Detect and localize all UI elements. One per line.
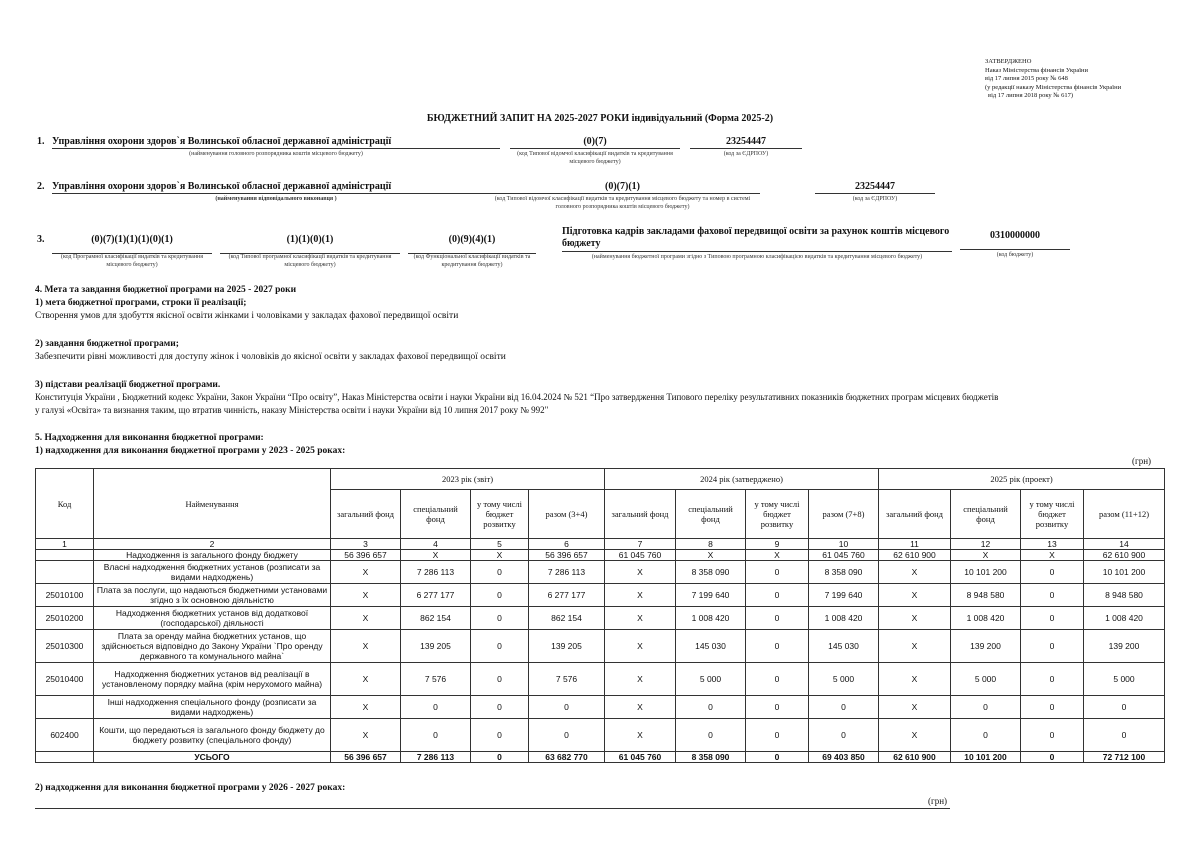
header-name: Найменування [94, 469, 331, 539]
total-value: 7 286 113 [401, 752, 471, 763]
row-value: X [605, 607, 676, 630]
section-1-number: 1. [37, 136, 45, 147]
executor-edrpou-caption: (код за ЄДРПОУ) [852, 196, 898, 202]
executor-caption: (найменування відповідального виконавця ) [215, 196, 337, 202]
subheader-cell: разом (7+8) [809, 490, 879, 539]
row-value: X [879, 584, 951, 607]
row-value: 0 [809, 696, 879, 719]
row-value: 0 [471, 561, 529, 584]
row-value: 7 286 113 [529, 561, 605, 584]
row-value: 61 045 760 [809, 550, 879, 561]
table-row [36, 561, 1165, 584]
row-value: 10 101 200 [1084, 561, 1165, 584]
total-value: 56 396 657 [331, 752, 401, 763]
approved-line: (у редакції наказу Міністерства фінансів України [985, 83, 1122, 91]
row-value: 10 101 200 [951, 561, 1021, 584]
column-number: 1 [36, 539, 94, 550]
column-number: 13 [1021, 539, 1084, 550]
row-value: X [331, 607, 401, 630]
row-value: 0 [529, 696, 605, 719]
row-value: 5 000 [676, 663, 746, 696]
row-value: 0 [1021, 584, 1084, 607]
row-value: X [879, 561, 951, 584]
column-number: 12 [951, 539, 1021, 550]
row-code: 602400 [36, 719, 94, 752]
subheader-cell: загальний фонд [879, 490, 951, 539]
table-row [36, 696, 1165, 719]
row-value: 7 576 [529, 663, 605, 696]
row-code [36, 550, 94, 561]
divider [35, 808, 950, 809]
row-value: X [331, 630, 401, 663]
dept-code-caption: (код Типової відомчої класифікації видатків та кредитування місцевого бюджету) [517, 151, 673, 165]
row-value: 0 [676, 719, 746, 752]
row-value: 0 [529, 719, 605, 752]
basis-heading: 3) підстави реалізації бюджетної програми. [35, 380, 221, 390]
row-value: 7 199 640 [676, 584, 746, 607]
row-value: 0 [1084, 719, 1165, 752]
row-value: 0 [471, 696, 529, 719]
row-code: 25010200 [36, 607, 94, 630]
header-year-2025: 2025 рік (проект) [879, 469, 1165, 490]
row-code [36, 696, 94, 719]
row-value: X [879, 630, 951, 663]
column-number: 10 [809, 539, 879, 550]
column-number: 9 [746, 539, 809, 550]
table-row [36, 607, 1165, 630]
row-value: X [676, 550, 746, 561]
total-value: 69 403 850 [809, 752, 879, 763]
subheader-cell: загальний фонд [605, 490, 676, 539]
row-value: 1 008 420 [676, 607, 746, 630]
main-manager-caption: (найменування головного розпорядника коштів місцевого бюджету) [189, 151, 363, 157]
row-value: X [331, 719, 401, 752]
column-number: 4 [401, 539, 471, 550]
column-number: 2 [94, 539, 331, 550]
row-value: 0 [1021, 696, 1084, 719]
total-value: 62 610 900 [879, 752, 951, 763]
approval-stamp [985, 58, 1121, 101]
row-value: 0 [951, 696, 1021, 719]
approved-line: ЗАТВЕРДЖЕНО [985, 58, 1032, 65]
row-value: 7 286 113 [401, 561, 471, 584]
row-value: 0 [471, 719, 529, 752]
row-value: 139 200 [951, 630, 1021, 663]
row-value: X [331, 663, 401, 696]
row-value: 0 [1021, 607, 1084, 630]
section-5-heading: 5. Надходження для виконання бюджетної програми: [35, 433, 264, 443]
total-value: 72 712 100 [1084, 752, 1165, 763]
row-value: 0 [471, 663, 529, 696]
row-value: 1 008 420 [1084, 607, 1165, 630]
row-value: 0 [471, 607, 529, 630]
row-value: 0 [746, 607, 809, 630]
column-number: 11 [879, 539, 951, 550]
unit-label-2: (грн) [928, 796, 948, 806]
row-value: 0 [746, 584, 809, 607]
row-name: Надходження бюджетних установ від реалізації в установленому порядку майна (крім нерухомого майна) [94, 663, 331, 696]
table-row [36, 663, 1165, 696]
row-value: X [746, 550, 809, 561]
row-value: 6 277 177 [529, 584, 605, 607]
row-value: 0 [951, 719, 1021, 752]
total-value: 0 [471, 752, 529, 763]
row-value: 0 [746, 719, 809, 752]
row-value: X [605, 663, 676, 696]
row-code [36, 561, 94, 584]
row-value: 0 [746, 696, 809, 719]
row-value: 145 030 [809, 630, 879, 663]
task-heading: 2) завдання бюджетної програми; [35, 339, 179, 349]
row-value: 145 030 [676, 630, 746, 663]
unit-label: (грн) [1132, 456, 1152, 466]
subheader-cell: разом (11+12) [1084, 490, 1165, 539]
task-text: Забезпечити рівні можливості для доступу жінок і чоловіків до якісної освіти у закладах фахової передвищої освіти [35, 352, 506, 362]
row-value: 5 000 [809, 663, 879, 696]
row-name: Плата за оренду майна бюджетних установ, що здійснюється відповідно до Закону України `Про оренду державного та комунального майна` [94, 630, 331, 663]
executor-edrpou: 23254447 [815, 181, 935, 194]
row-value: 0 [746, 663, 809, 696]
column-number: 6 [529, 539, 605, 550]
approved-line: від 17 липня 2015 року № 648 [985, 75, 1068, 82]
row-value: X [605, 561, 676, 584]
table-row [36, 550, 1165, 561]
total-value: 61 045 760 [605, 752, 676, 763]
row-value: 7 199 640 [809, 584, 879, 607]
column-number: 3 [331, 539, 401, 550]
main-manager-name: Управління охорони здоров`я Волинської обласної державної адміністрації [52, 136, 500, 149]
row-code: 25010300 [36, 630, 94, 663]
section-4-heading: 4. Мета та завдання бюджетної програми на 2025 - 2027 роки [35, 285, 297, 295]
executor-code: (0)(7)(1) [485, 181, 760, 194]
row-value: X [605, 630, 676, 663]
row-value: 139 205 [529, 630, 605, 663]
approved-line: від 17 липня 2018 року № 617) [988, 92, 1074, 99]
row-value: X [879, 696, 951, 719]
row-value: 0 [401, 719, 471, 752]
row-value: 56 396 657 [331, 550, 401, 561]
row-name: Плата за послуги, що надаються бюджетними установами згідно з їх основною діяльністю [94, 584, 331, 607]
column-number: 7 [605, 539, 676, 550]
column-number: 5 [471, 539, 529, 550]
dept-code: (0)(7) [510, 136, 680, 149]
row-value: 8 358 090 [809, 561, 879, 584]
subheader-cell: у тому числі бюджет розвитку [1021, 490, 1084, 539]
row-value: 56 396 657 [529, 550, 605, 561]
row-value: X [331, 696, 401, 719]
functional-code-caption: (код Функціональної класифікації видатків та кредитування бюджету) [413, 254, 531, 268]
basis-text-1: Конституція України , Бюджетний кодекс України, Закон України “Про освіту”, Наказ Міністерства освіти і науки України від 16.04.2024 № 521 “Про затвердження Типового переліку результативних показників бюджетних програм місцевих бюджетів [35, 392, 999, 402]
row-value: 1 008 420 [809, 607, 879, 630]
row-value: X [331, 584, 401, 607]
row-value: 0 [401, 696, 471, 719]
program-name-caption: (найменування бюджетної програми згідно з Типовою програмною класифікацією видатків та кредитування місцевого бюджету) [591, 254, 923, 260]
row-value: 61 045 760 [605, 550, 676, 561]
subheader-cell: спеціальний фонд [951, 490, 1021, 539]
row-value: 8 948 580 [1084, 584, 1165, 607]
subheader-cell: у тому числі бюджет розвитку [471, 490, 529, 539]
typical-program-code: (1)(1)(0)(1) [220, 234, 400, 254]
row-value: 5 000 [1084, 663, 1165, 696]
row-value: 862 154 [529, 607, 605, 630]
total-value: 10 101 200 [951, 752, 1021, 763]
row-value: 0 [1021, 561, 1084, 584]
executor-code-caption: (код Типової відомчої класифікації видатків та кредитування місцевого бюджету та номер в системі головного розпорядника коштів місцевого бюджету) [494, 196, 751, 210]
row-value: 5 000 [951, 663, 1021, 696]
subheader-cell: у тому числі бюджет розвитку [746, 490, 809, 539]
header-code: Код [36, 469, 94, 539]
row-value: 6 277 177 [401, 584, 471, 607]
row-code: 25010400 [36, 663, 94, 696]
goal-text: Створення умов для здобуття якісної освіти жінками і чоловіками у закладах фахової передвищої освіти [35, 311, 459, 321]
row-value: 0 [1084, 696, 1165, 719]
executor-name: Управління охорони здоров`я Волинської обласної державної адміністрації [52, 181, 500, 194]
row-value: X [401, 550, 471, 561]
edrpou-code: 23254447 [690, 136, 802, 149]
row-value: 0 [746, 561, 809, 584]
row-value: 0 [471, 584, 529, 607]
row-value: 8 948 580 [951, 584, 1021, 607]
section-2-number: 2. [37, 181, 45, 192]
row-value: 862 154 [401, 607, 471, 630]
row-value: 0 [809, 719, 879, 752]
row-value: 62 610 900 [879, 550, 951, 561]
row-value: X [879, 663, 951, 696]
row-value: 62 610 900 [1084, 550, 1165, 561]
row-value: 1 008 420 [951, 607, 1021, 630]
row-value: X [605, 719, 676, 752]
program-name: Підготовка кадрів закладами фахової передвищої освіти за рахунок коштів місцевого бюджету [562, 226, 952, 252]
section-5-sub1: 1) надходження для виконання бюджетної програми у 2023 - 2025 роках: [35, 446, 346, 456]
budget-code-caption: (код бюджету) [996, 252, 1034, 258]
total-value: 63 682 770 [529, 752, 605, 763]
budget-code: 0310000000 [960, 230, 1070, 250]
row-value: 0 [1021, 630, 1084, 663]
goal-heading: 1) мета бюджетної програми, строки її реалізації; [35, 298, 247, 308]
total-row [36, 752, 1165, 763]
row-value: 0 [676, 696, 746, 719]
program-code-caption: (код Програмної класифікації видатків та кредитування місцевого бюджету) [60, 254, 204, 268]
total-value: 0 [746, 752, 809, 763]
functional-code: (0)(9)(4)(1) [408, 234, 536, 254]
row-name: Інші надходження спеціального фонду (розписати за видами надходжень) [94, 696, 331, 719]
section-5-sub2: 2) надходження для виконання бюджетної програми у 2026 - 2027 роках: [35, 783, 346, 793]
typical-program-caption: (код Типової програмної класифікації видатків та кредитування місцевого бюджету) [228, 254, 392, 268]
header-year-2024: 2024 рік (затверджено) [605, 469, 879, 490]
row-value: 7 576 [401, 663, 471, 696]
subheader-cell: загальний фонд [331, 490, 401, 539]
row-value: X [471, 550, 529, 561]
table-row [36, 719, 1165, 752]
approved-line: Наказ Міністерства фінансів України [985, 66, 1088, 74]
subheader-cell: спеціальний фонд [401, 490, 471, 539]
row-value: 0 [471, 630, 529, 663]
row-value: X [951, 550, 1021, 561]
row-value: 0 [1021, 663, 1084, 696]
subheader-cell: спеціальний фонд [676, 490, 746, 539]
program-code: (0)(7)(1)(1)(1)(0)(1) [52, 234, 212, 254]
row-name: Кошти, що передаються із загального фонду бюджету до бюджету розвитку (спеціального фонду) [94, 719, 331, 752]
row-code: 25010100 [36, 584, 94, 607]
row-value: 0 [1021, 719, 1084, 752]
table-row [36, 630, 1165, 663]
subheader-cell: разом (3+4) [529, 490, 605, 539]
total-label: УСЬОГО [94, 752, 331, 763]
row-value: X [1021, 550, 1084, 561]
row-name: Власні надходження бюджетних установ (розписати за видами надходжень) [94, 561, 331, 584]
row-value: 139 200 [1084, 630, 1165, 663]
total-value: 0 [1021, 752, 1084, 763]
total-value [36, 752, 94, 763]
row-value: X [879, 607, 951, 630]
row-value: 139 205 [401, 630, 471, 663]
header-year-2023: 2023 рік (звіт) [331, 469, 605, 490]
column-number: 8 [676, 539, 746, 550]
row-name: Надходження бюджетних установ від додаткової (господарської) діяльності [94, 607, 331, 630]
row-value: 8 358 090 [676, 561, 746, 584]
row-value: X [879, 719, 951, 752]
document-title: БЮДЖЕТНИЙ ЗАПИТ НА 2025-2027 РОКИ індивідуальний (Форма 2025-2) [426, 113, 774, 124]
table-row [36, 584, 1165, 607]
basis-text-2: у галузі «Освіта» та визнання таким, що втратив чинність, наказу Міністерства освіти і науки України від 10 липня 2017 року № 992" [35, 405, 549, 415]
edrpou-caption: (код за ЄДРПОУ) [723, 151, 769, 157]
total-value: 8 358 090 [676, 752, 746, 763]
row-value: X [605, 696, 676, 719]
column-number: 14 [1084, 539, 1165, 550]
row-value: X [605, 584, 676, 607]
row-value: X [331, 561, 401, 584]
row-value: 0 [746, 630, 809, 663]
section-3-number: 3. [37, 234, 45, 245]
row-name: Надходження із загального фонду бюджету [94, 550, 331, 561]
revenue-table [35, 468, 1165, 763]
